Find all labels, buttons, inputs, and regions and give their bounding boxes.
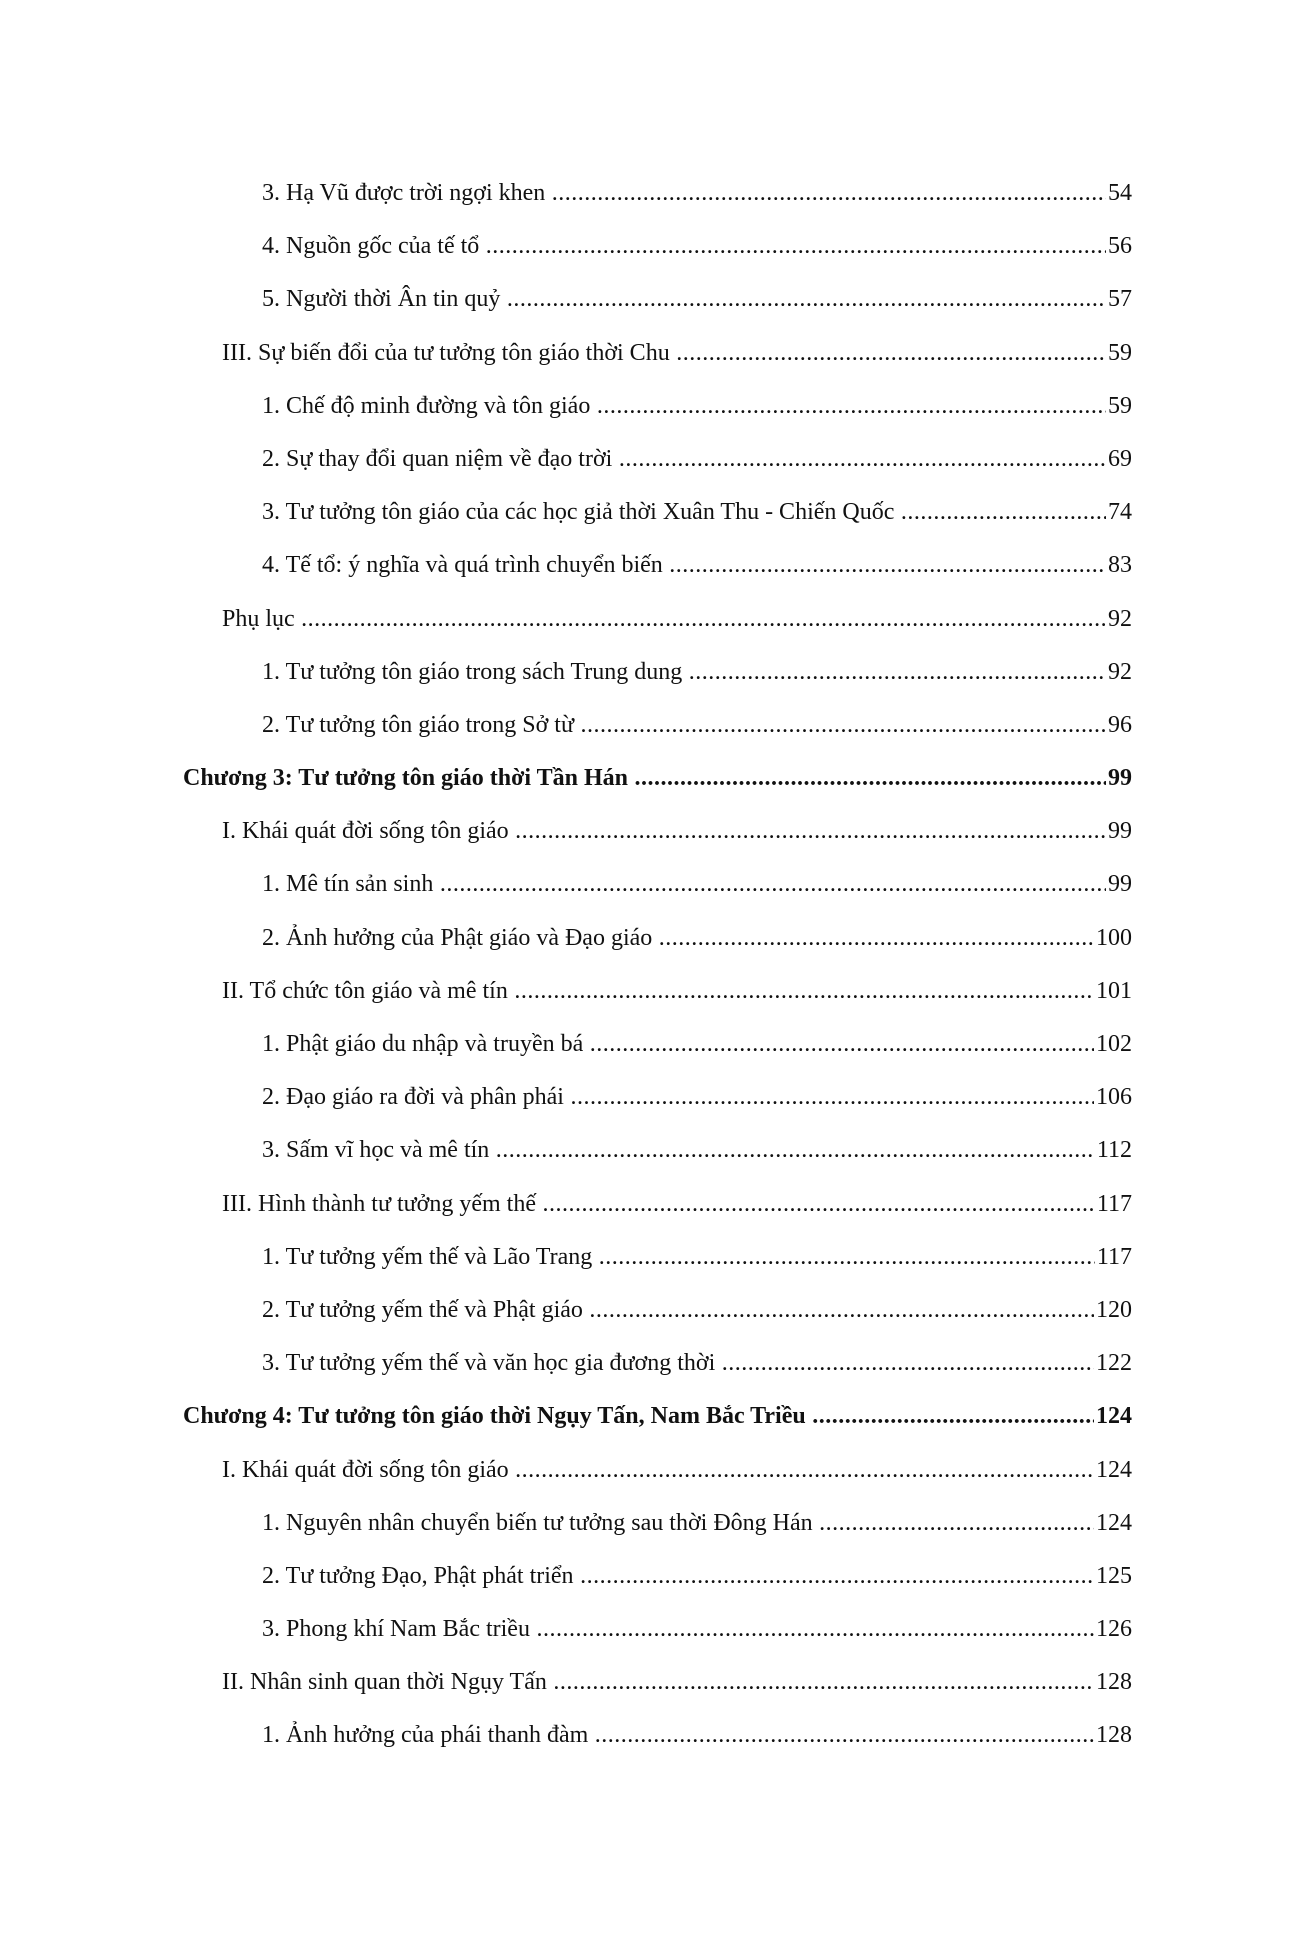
toc-entry-label: 1. Nguyên nhân chuyển biến tư tưởng sau thời Đông Hán [262, 1509, 813, 1536]
toc-entry-page: 128 [1094, 1709, 1132, 1762]
toc-entry[interactable] [0, 1124, 1308, 1177]
toc-entry-label: 1. Phật giáo du nhập và truyền bá [262, 1031, 584, 1057]
toc-entry-page: 101 [1094, 965, 1132, 1018]
toc-entry-page: 126 [1094, 1603, 1132, 1656]
toc-entry[interactable] [0, 1231, 1308, 1284]
toc-entry-label: 3. Hạ Vũ được trời ngợi khen [262, 180, 546, 206]
toc-entry-label: 2. Tư tưởng tôn giáo trong Sở từ [262, 711, 574, 738]
toc-entry-page: 112 [1095, 1124, 1132, 1177]
toc-entry-page: 59 [1106, 380, 1132, 433]
toc-entry-page: 106 [1094, 1071, 1132, 1124]
toc-entry[interactable] [0, 273, 1308, 326]
toc-entry-label: 1. Ảnh hưởng của phái thanh đàm [262, 1722, 589, 1749]
toc-entry-page: 83 [1106, 539, 1132, 592]
toc-entry-label: I. Khái quát đời sống tôn giáo [222, 818, 509, 845]
toc-entry-label: 1. Tư tưởng tôn giáo trong sách Trung dung [262, 658, 683, 685]
toc-entry-page: 99 [1106, 752, 1132, 805]
toc-chapter[interactable] [0, 752, 1308, 805]
toc-entry-label: III. Hình thành tư tưởng yếm thế [222, 1190, 536, 1217]
toc-entry[interactable] [0, 380, 1308, 433]
toc-entry[interactable] [0, 1603, 1308, 1656]
toc-entry-label: 4. Nguồn gốc của tế tổ [262, 233, 480, 260]
toc-entry[interactable] [0, 1709, 1308, 1762]
toc-entry-label: 1. Mê tín sản sinh [262, 871, 434, 898]
toc-entry-label: 3. Tư tưởng yếm thế và văn học gia đương thời [262, 1350, 716, 1377]
toc-entry-label: 2. Sự thay đổi quan niệm về đạo trời [262, 445, 613, 472]
toc-entry[interactable] [0, 912, 1308, 965]
toc-entry-page: 122 [1094, 1337, 1132, 1390]
toc-section[interactable] [0, 593, 1308, 646]
toc-entry[interactable] [0, 1284, 1308, 1337]
toc-section[interactable] [0, 805, 1308, 858]
toc-section[interactable] [0, 1656, 1308, 1709]
toc-entry-page: 102 [1094, 1018, 1132, 1071]
toc-entry-page: 125 [1094, 1550, 1132, 1603]
toc-entry-label: 3. Sấm vĩ học và mê tín [262, 1137, 490, 1164]
toc-entry-page: 57 [1106, 273, 1132, 326]
toc-entry[interactable] [0, 433, 1308, 486]
toc-entry[interactable] [0, 1337, 1308, 1390]
toc-entry-label: I. Khái quát đời sống tôn giáo [222, 1456, 509, 1483]
toc-entry[interactable] [0, 1550, 1308, 1603]
toc-entry-page: 120 [1094, 1284, 1132, 1337]
toc-chapter[interactable] [0, 1390, 1308, 1443]
toc-entry-page: 124 [1094, 1497, 1132, 1550]
toc-section[interactable] [0, 327, 1308, 380]
toc-entry-label: 2. Đạo giáo ra đời và phân phái [262, 1084, 564, 1111]
toc-entry-page: 117 [1095, 1231, 1132, 1284]
toc-entry[interactable] [0, 486, 1308, 539]
toc-entry[interactable] [0, 1497, 1308, 1550]
toc-entry-page: 59 [1106, 327, 1132, 380]
toc-entry-page: 100 [1094, 912, 1132, 965]
toc-entry-page: 117 [1095, 1178, 1132, 1231]
toc-entry[interactable] [0, 858, 1308, 911]
toc-entry-label: 1. Chế độ minh đường và tôn giáo [262, 392, 591, 419]
toc-entry-page: 74 [1106, 486, 1132, 539]
toc-entry-label: Chương 3: Tư tưởng tôn giáo thời Tần Hán [183, 765, 628, 792]
toc-entry-label: 3. Tư tưởng tôn giáo của các học giả thời Xuân Thu - Chiến Quốc [262, 499, 895, 526]
toc-entry-label: 4. Tế tổ: ý nghĩa và quá trình chuyển biến [262, 552, 663, 579]
toc-entry-page: 69 [1106, 433, 1132, 486]
toc-entry-label: II. Tổ chức tôn giáo và mê tín [222, 977, 508, 1004]
toc-entry-page: 96 [1106, 699, 1132, 752]
toc-entry-label: Chương 4: Tư tưởng tôn giáo thời Ngụy Tấn, Nam Bắc Triều [183, 1403, 806, 1430]
toc-entry-label: 3. Phong khí Nam Bắc triều [262, 1616, 530, 1643]
toc-entry-label: 2. Tư tưởng yếm thế và Phật giáo [262, 1296, 583, 1323]
toc-entry[interactable] [0, 539, 1308, 592]
toc-entry-page: 92 [1106, 646, 1132, 699]
toc-entry-label: 2. Ảnh hưởng của Phật giáo và Đạo giáo [262, 924, 653, 951]
toc-entry-page: 54 [1106, 167, 1132, 220]
toc-entry-page: 128 [1094, 1656, 1132, 1709]
toc-entry-label: 1. Tư tưởng yếm thế và Lão Trang [262, 1243, 593, 1270]
toc-entry-label: Phụ lục [222, 605, 295, 632]
toc-entry[interactable] [0, 1071, 1308, 1124]
toc-section[interactable] [0, 965, 1308, 1018]
toc-entry[interactable] [0, 220, 1308, 273]
toc-entry-page: 124 [1094, 1390, 1132, 1443]
toc-entry[interactable] [0, 699, 1308, 752]
toc-entry-page: 99 [1106, 805, 1132, 858]
toc-entry-page: 56 [1106, 220, 1132, 273]
toc-section[interactable] [0, 1444, 1308, 1497]
toc-entry-label: 5. Người thời Ân tin quỷ [262, 286, 501, 313]
table-of-contents [0, 167, 1308, 1763]
toc-entry[interactable] [0, 167, 1308, 220]
toc-entry-label: II. Nhân sinh quan thời Ngụy Tấn [222, 1669, 547, 1696]
toc-entry[interactable] [0, 646, 1308, 699]
toc-entry-page: 92 [1106, 593, 1132, 646]
toc-entry-label: 2. Tư tưởng Đạo, Phật phát triển [262, 1562, 574, 1589]
toc-entry-page: 124 [1094, 1444, 1132, 1497]
toc-entry-label: III. Sự biến đổi của tư tưởng tôn giáo thời Chu [222, 339, 670, 366]
toc-entry[interactable] [0, 1018, 1308, 1071]
toc-section[interactable] [0, 1178, 1308, 1231]
toc-entry-page: 99 [1106, 858, 1132, 911]
